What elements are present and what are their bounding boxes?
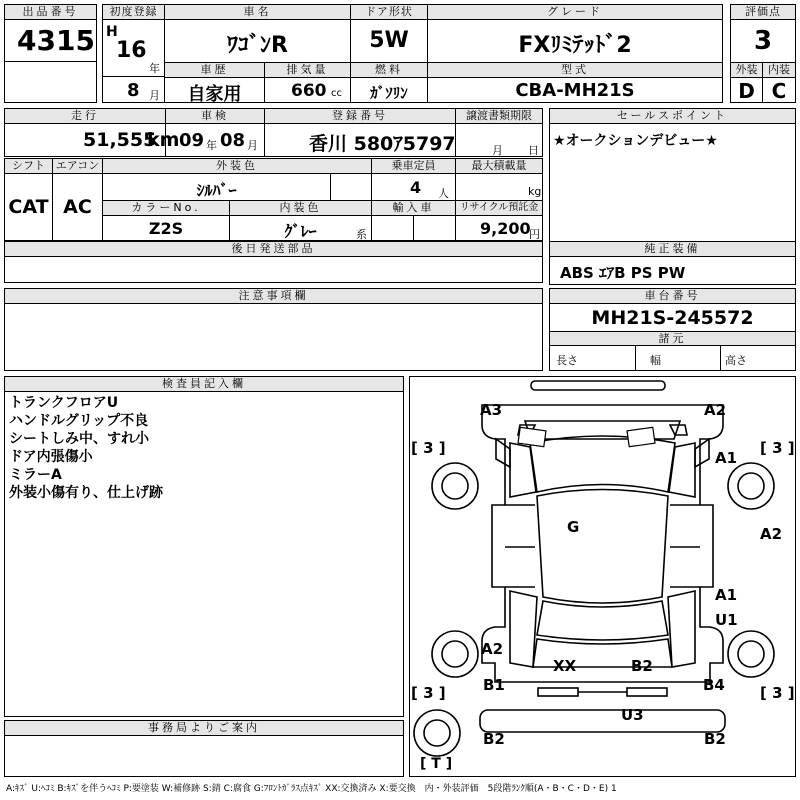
mark-b1: B1: [483, 676, 505, 694]
color-no-label: カラーNo.: [102, 200, 230, 216]
mark-bracket-bl: [ 3 ]: [411, 684, 446, 702]
ext-color-label: 外装色: [102, 158, 372, 174]
genuine-label: 純正装備: [549, 241, 796, 257]
ext-color-blank: [330, 173, 372, 201]
mileage-box: [4, 123, 180, 157]
mark-a3-top: A3: [480, 401, 503, 419]
inspector-line-1: トランクフロアU: [9, 395, 119, 411]
grade-label: グレード: [427, 4, 723, 20]
later-parts-label: 後日発送部品: [4, 241, 543, 257]
model-label: 型式: [427, 62, 723, 78]
color-no: Z2S: [148, 219, 184, 238]
door-label: ドア形状: [350, 4, 428, 20]
mark-b2-bl: B2: [483, 730, 505, 748]
specs-height: 高さ: [725, 354, 747, 367]
reg-number-box: [264, 123, 456, 157]
displacement-box: [264, 77, 351, 103]
inspector-line-5: ミラーA: [9, 467, 62, 483]
specs-label: 諸元: [549, 331, 796, 346]
inspector-label: 検査員記入欄: [4, 376, 404, 392]
model-box: [427, 77, 723, 103]
specs-width-box: [635, 345, 721, 371]
inspection-year-unit: 年: [206, 139, 217, 152]
office-box: [4, 735, 404, 777]
model: CBA-MH21S: [515, 80, 635, 101]
mileage: 51,555: [83, 129, 157, 151]
car-diagram-svg: [410, 377, 795, 776]
shift-box: [4, 173, 53, 241]
specs-length-box: [549, 345, 636, 371]
inspection-label: 車検: [165, 108, 265, 124]
inspector-line-3: シートしみ中、すれ小: [9, 431, 149, 447]
aircon-label: エアコン: [52, 158, 103, 174]
ext-color-box: [102, 173, 331, 201]
left-taillight-shape: [538, 688, 578, 696]
exterior-grade-label: 外装: [730, 62, 763, 78]
aircon-box: [52, 173, 103, 241]
front-bumper-shape: [531, 381, 665, 390]
mark-u1: U1: [715, 611, 738, 629]
lot-number: 4315: [17, 24, 95, 57]
inspector-line-2: ハンドルグリップ不良: [9, 413, 149, 429]
mark-xx: XX: [553, 657, 577, 675]
mark-a1-lower: A1: [715, 586, 738, 604]
right-mirror-shape: [695, 439, 709, 467]
right-rear-quarter-shape: [668, 591, 695, 667]
left-mirror-shape: [496, 439, 510, 467]
inspection-box: [165, 123, 265, 157]
mark-tire: [ T ]: [420, 756, 453, 772]
color-no-box: [102, 215, 230, 241]
notes-label: 注意事項欄: [4, 288, 543, 304]
shift-label: シフト: [4, 158, 53, 174]
rear-window-shape: [537, 601, 668, 640]
first-reg-month: 8: [127, 80, 140, 101]
max-load-box: [455, 173, 543, 201]
transfer-month-unit: 月: [492, 144, 503, 157]
max-load-unit: kg: [528, 185, 542, 198]
reg-number-label: 登録番号: [264, 108, 456, 124]
rear-bumper-shape: [480, 710, 725, 732]
rear-left-wheel-shape: [432, 631, 478, 677]
door-type: 5W: [369, 28, 409, 53]
mark-b2-center: B2: [631, 657, 653, 675]
specs-width: 幅: [650, 354, 661, 367]
capacity-unit: 人: [438, 187, 449, 200]
mark-a2-top: A2: [704, 401, 727, 419]
exterior-grade: D: [738, 79, 755, 103]
displacement: 660: [291, 81, 327, 101]
windshield-shape: [530, 436, 675, 492]
transfer-day-unit: 日: [528, 144, 539, 157]
specs-length: 長さ: [556, 354, 578, 367]
recycle-label: リサイクル預託金: [455, 200, 543, 216]
max-load-label: 最大積載量: [455, 158, 543, 174]
first-reg-box: [102, 19, 165, 77]
mark-a2-left: A2: [481, 640, 504, 658]
import-box-1: [371, 215, 414, 241]
import-box-2: [413, 215, 456, 241]
first-reg-year-unit: 年: [149, 62, 160, 75]
reg-number: 香川 580ｱ5797: [309, 133, 456, 155]
score-label: 評価点: [730, 4, 796, 20]
lot-box: [4, 19, 97, 62]
inspection-month-unit: 月: [247, 139, 258, 152]
mark-bracket-tr: [ 3 ]: [760, 439, 795, 457]
exterior-grade-box: [730, 77, 763, 103]
legend: A:ｷｽﾞ U:ﾍｺﾐ B:ｷｽﾞを伴うﾍｺﾐ P:要塗装 W:補修跡 S:錆 C:腐食 G:ﾌﾛﾝﾄｶﾞﾗｽ点ｷｽﾞ XX:交換済み X:要交換 内・外装評価 5段階ﾗﾝｸ順(A・B・C・D・E) 1: [6, 784, 617, 794]
capacity-box: [371, 173, 456, 201]
first-reg-year: 16: [116, 38, 147, 63]
transfer-box: [455, 123, 543, 157]
recycle-box: [455, 215, 543, 241]
recycle-unit: 円: [529, 228, 540, 241]
displacement-label: 排気量: [264, 62, 351, 78]
import-label: 輸入車: [371, 200, 456, 216]
first-reg-month-unit: 月: [149, 89, 160, 102]
left-rear-quarter-shape: [510, 591, 537, 667]
mileage-unit: km: [147, 129, 180, 151]
inspection-month: 08: [220, 130, 246, 151]
roof-shape: [537, 490, 668, 604]
genuine-box: [549, 256, 796, 285]
office-label: 事務局よりご案内: [4, 720, 404, 736]
car-name-label: 車名: [164, 4, 351, 20]
grade: FXﾘﾐﾃｯﾄﾞ2: [518, 33, 632, 58]
mark-g: G: [567, 518, 580, 536]
spare-tire-shape: [414, 710, 460, 756]
chassis: MH21S-245572: [591, 307, 754, 329]
transfer-label: 譲渡書類期限: [455, 108, 543, 124]
mark-a2-right: A2: [760, 525, 783, 543]
mark-bracket-tl: [ 3 ]: [411, 439, 446, 457]
grade-box: [427, 19, 723, 63]
recycle: 9,200: [480, 219, 531, 238]
mileage-label: 走行: [4, 108, 166, 124]
int-color-label: 内装色: [229, 200, 372, 216]
score-box: [730, 19, 796, 63]
history-box: [164, 77, 265, 103]
shift: CAT: [8, 196, 49, 218]
capacity-label: 乗車定員: [371, 158, 456, 174]
inspection-year: 09: [179, 130, 205, 151]
inspector-box: [4, 391, 404, 717]
front-right-wheel-shape: [728, 463, 774, 509]
inspector-line-4: ドア内張傷小: [9, 449, 93, 465]
chassis-label: 車台番号: [549, 288, 796, 304]
interior-grade-label: 内装: [762, 62, 796, 78]
int-color-suffix: 系: [356, 228, 367, 241]
score: 3: [753, 26, 773, 56]
fuel: ｶﾞｿﾘﾝ: [370, 84, 408, 102]
door-box: [350, 19, 428, 63]
first-reg-month-box: [102, 76, 165, 103]
ext-color: ｼﾙﾊﾞｰ: [196, 181, 237, 200]
car-name-box: [164, 19, 351, 63]
right-taillight-shape: [627, 688, 667, 696]
int-color: ｸﾞﾚｰ: [284, 222, 317, 241]
first-reg-era: H: [106, 24, 118, 40]
inspector-line-6: 外装小傷有り、仕上げ跡: [9, 485, 163, 501]
sales-point-label: セールスポイント: [549, 108, 796, 124]
rear-right-wheel-shape: [728, 631, 774, 677]
lot-blank: [4, 61, 97, 103]
interior-grade-box: [762, 77, 796, 103]
capacity: 4: [410, 178, 422, 197]
displacement-unit: cc: [331, 88, 342, 99]
car-diagram: [409, 376, 796, 777]
later-parts-box: [4, 256, 543, 283]
genuine: ABS ｴｱB PS PW: [560, 264, 686, 282]
history-label: 車歴: [164, 62, 265, 78]
fuel-label: 燃料: [350, 62, 428, 78]
specs-height-box: [720, 345, 796, 371]
front-left-wheel-shape: [432, 463, 478, 509]
left-front-window-shape: [510, 443, 536, 497]
int-color-box: [229, 215, 372, 241]
notes-box: [4, 303, 543, 371]
mark-u3: U3: [621, 706, 644, 724]
interior-grade: C: [771, 79, 787, 103]
chassis-box: [549, 303, 796, 332]
sales-point-text: ★オークションデビュー★: [553, 133, 718, 149]
first-reg-label: 初度登録: [102, 4, 165, 20]
right-front-window-shape: [669, 443, 695, 497]
aircon: AC: [63, 196, 92, 218]
lot-label: 出品番号: [4, 4, 97, 20]
mark-b4: B4: [703, 676, 725, 694]
fuel-box: [350, 77, 428, 103]
history: 自家用: [187, 84, 242, 105]
mark-bracket-br: [ 3 ]: [760, 684, 795, 702]
car-name: ﾜｺﾞﾝR: [227, 33, 288, 58]
mark-a1-right: A1: [715, 449, 738, 467]
mark-b2-br: B2: [704, 730, 726, 748]
